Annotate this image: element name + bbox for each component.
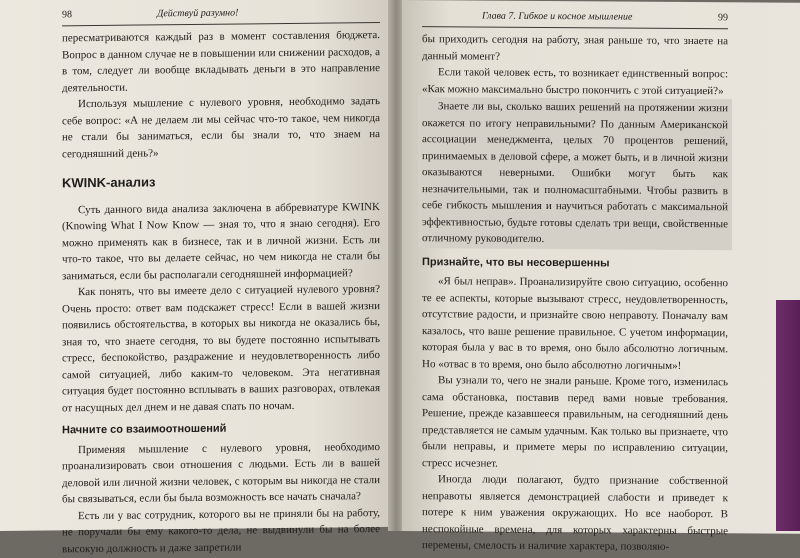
right-paragraph: Вы узнали то, чего не знали раньше. Кроме того, изменилась сама обстановка, поставив перед вами новые требования. Решение, прежде казавшееся правильным, на сегодняшний день представляется не самым удачным. Как только вы признаете, что были неправы, и примете меры по исправлению ситуации, стресс исчезнет. — [422, 374, 728, 470]
highlighted-block — [418, 97, 732, 250]
left-body-text — [62, 27, 380, 557]
right-running-title: Глава 7. Гибкое и косное мышление — [482, 10, 633, 23]
right-body-text — [422, 31, 728, 556]
left-paragraph: Используя мышление с нулевого уровня, необходимо задать себе вопрос: «А не делаем ли мы сейчас что-то такое, чем никогда не стали бы заниматься, если бы знали то, что знаем на сегодняшний день?» — [62, 95, 380, 160]
relations-heading: Начните со взаимоотношений — [62, 422, 227, 437]
right-paragraph: бы приходить сегодня на работу, зная раньше то, что знаете на данный момент? — [422, 33, 728, 63]
left-paragraph: Есть ли у вас сотрудник, которого вы не приняли бы на работу, не поручали бы ему какого-то дела, не выдвинули бы на более высокую должность и даже запретили — [62, 506, 380, 555]
kwink-heading: KWINK-анализ — [62, 174, 156, 191]
left-running-head — [62, 2, 380, 26]
left-paragraph: Применяя мышление с нулевого уровня, необходимо проанализировать свои отношения с людьми. Есть ли в вашей деловой или личной жизни человек, с которым вы никогда не стали бы связываться, если бы была возможность все начать сначала? — [62, 440, 380, 506]
left-paragraph: Суть данного вида анализа заключена в аббревиатуре KWINK (Knowing What I Now Know — зная то, что я знаю сегодня). Его можно применять как в бизнесе, так и в личной жизни. Есть ли что-то такое, что вы делаете сейчас, но чем никогда не стали бы заниматься, если бы располагали сегодняшней информацией? — [62, 200, 380, 282]
left-paragraph: Как понять, что вы имеете дело с ситуацией нулевого уровня? Очень просто: ответ вам подскажет стресс! Если в вашей жизни появились обстоятельства, в которых вы никогда не оказались бы, зная то, что знаете сегодня, то вы будете постоянно испытывать стресс, беспокойство, раздражение и неудовлетворенность либо самой ситуацией, либо каким-то человеком. Эта негативная ситуация будет постоянно всплывать в ваших разговорах, отвлекая от насущных дел днем и не давая спать по ночам. — [62, 283, 380, 414]
right-paragraph: Иногда люди полагают, будто признание собственной неправоты является демонстрацией слабости и приведет к потере к ним уважения окружающих. Но все наоборот. В неспокойные времена, для которых характерны быстрые перемены, смелость и наличие характера, позволяю- — [422, 473, 728, 553]
right-page-number: 99 — [718, 12, 728, 24]
right-running-head — [422, 6, 728, 29]
left-page-number: 98 — [62, 9, 72, 21]
right-page — [402, 0, 800, 553]
left-paragraph: пересматриваются каждый раз в момент составления бюджета. Вопрос в данном случае не в повышении или снижении расходов, а в том, следует ли вообще вкладывать деньги в это направление деятельности. — [62, 29, 380, 94]
right-paragraph: Знаете ли вы, сколько ваших решений на протяжении жизни окажется по итогу неправильными? По данным Американской ассоциации менеджмента, целых 70 процентов решений, принимаемых в деловой сфере, а может быть, и в личной жизни оказываются неверными. Ошибки могут быть как незначительными, так и полномасштабными. Чтобы развить в себе гибкость мышления и научиться работать с максимальной эффективностью, будьте готовы сделать три вещи, свойственные отличному руководителю. — [422, 100, 728, 245]
left-running-title: Действуй разумно! — [157, 7, 239, 20]
imperfect-heading: Признайте, что вы несовершенны — [422, 255, 610, 269]
right-paragraph: «Я был неправ». Проанализируйте свою ситуацию, особенно те ее аспекты, которые вызывают стресс, неудовлетворенность, отсутствие радости, и признайте свою неправоту. Поначалу вам казалось, что ваше решение правильное. С учетом информации, которая была у вас в то время, оно было абсолютно логичным. Но «отвас в то время, оно было абсолютно логичным»! — [422, 275, 728, 372]
right-paragraph: Если такой человек есть, то возникает единственный вопрос: «Как можно максимально быстро покончить с этой ситуацией?» — [422, 66, 728, 97]
purple-cover-edge — [776, 300, 800, 531]
left-page — [0, 0, 392, 555]
